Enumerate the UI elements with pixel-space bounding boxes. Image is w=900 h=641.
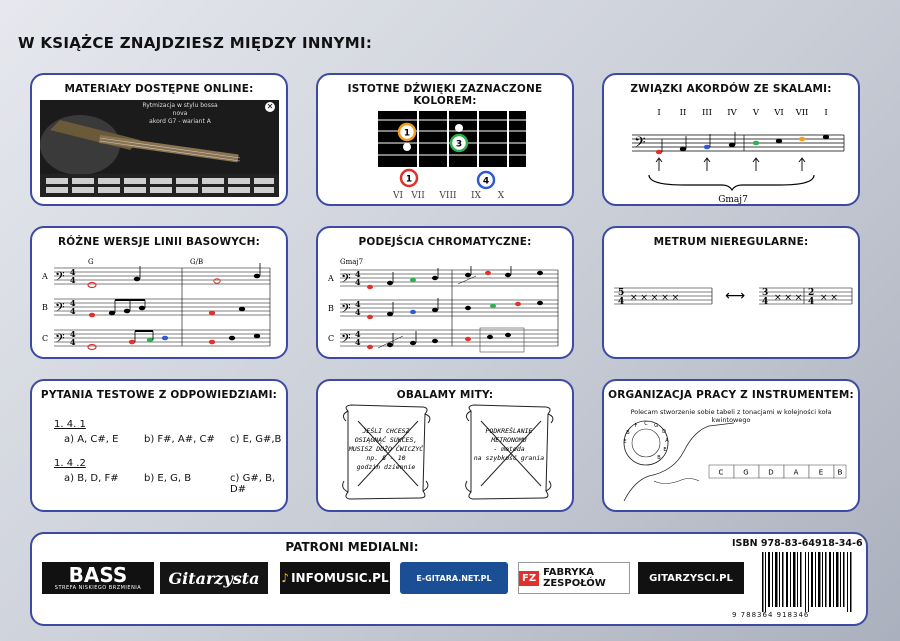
- roman-numeral: III: [701, 108, 713, 118]
- myth-text: METRONOMU: [491, 436, 527, 444]
- row-label: B: [42, 303, 48, 312]
- fret-label: IX: [471, 191, 481, 201]
- svg-text:4: 4: [70, 306, 76, 316]
- card-title: METRUM NIEREGULARNE:: [653, 236, 809, 248]
- myth-text: godzin dziennie: [356, 463, 416, 471]
- video-caption-line1: Rytmizacja w stylu bossa nova: [142, 102, 218, 117]
- card-title: PODEJŚCIA CHROMATYCZNE:: [358, 236, 532, 248]
- video-caption: [135, 102, 225, 126]
- fz-badge-icon: FZ: [519, 571, 539, 586]
- svg-text:4: 4: [70, 298, 76, 308]
- answer: c) G#, B, D#: [230, 473, 276, 495]
- fret-label: VIII: [439, 191, 457, 201]
- svg-text:B: B: [626, 430, 630, 436]
- page-heading: W KSIĄŻCE ZNAJDZIESZ MIĘDZY INNYMI:: [18, 34, 373, 52]
- svg-text:𝄢: 𝄢: [55, 331, 65, 349]
- key-cell: A: [793, 468, 799, 477]
- roman-numeral: VI: [774, 108, 784, 118]
- key-cell: D: [768, 468, 774, 477]
- card-title: PYTANIA TESTOWE Z ODPOWIEDZIAMI:: [40, 389, 278, 401]
- circle-num-1: 1: [403, 128, 411, 139]
- myth-text: PODKREŚLANIE: [485, 427, 533, 435]
- key-cell: G: [743, 468, 749, 477]
- logo-gitarzysta[interactable]: [160, 562, 268, 594]
- myth-text: JEŚLI CHCESZ: [362, 427, 410, 435]
- fret-label: VI: [392, 191, 404, 201]
- svg-text:4: 4: [355, 307, 361, 317]
- card-title: RÓŻNE WERSJE LINII BASOWYCH:: [58, 236, 260, 248]
- circle-num-3: 1: [405, 174, 413, 185]
- roman-numeral: I: [824, 108, 828, 118]
- logo-egitara-text: E-GITARA.NET.PL: [416, 573, 492, 583]
- svg-text:4: 4: [355, 269, 361, 279]
- card-meter: [602, 226, 860, 359]
- svg-text:F: F: [634, 423, 638, 429]
- svg-text:× × × × ×: × × × × ×: [630, 293, 680, 303]
- isbn-label: ISBN 978-83-64918-34-6: [732, 538, 863, 549]
- logo-bass-subtitle: STREFA NISKIEGO BRZMIENIA: [54, 585, 142, 591]
- answer: a) B, D, F#: [64, 473, 119, 484]
- fret-label: X: [497, 191, 505, 201]
- row-label: A: [328, 274, 334, 283]
- card-organization: [602, 379, 860, 512]
- logo-infomusic-text: INFOMUSIC.PL: [291, 571, 389, 585]
- logo-bass[interactable]: [42, 562, 154, 594]
- logo-gitarzysci[interactable]: [638, 562, 744, 594]
- svg-text:E: E: [623, 439, 627, 445]
- logo-bass-text: BASS: [68, 563, 128, 587]
- card-bass-versions: [30, 226, 288, 359]
- svg-text:× ×: × ×: [820, 293, 838, 303]
- svg-text:4: 4: [355, 329, 361, 339]
- myth-text: - metoda: [493, 445, 525, 453]
- card-chord-scale: [602, 73, 860, 206]
- svg-text:E: E: [663, 447, 667, 453]
- card-myths: [316, 379, 574, 512]
- barcode-number: 9 788364 918346: [732, 611, 810, 619]
- logo-gitarzysci-text: GITARZYSCI.PL: [649, 572, 733, 584]
- time-sig: 4: [808, 297, 815, 307]
- svg-text:𝄢: 𝄢: [55, 269, 65, 287]
- svg-text:B: B: [657, 455, 661, 461]
- fretboard-diagram: [318, 75, 574, 206]
- card-title: ZWIĄZKI AKORDÓW ZE SKALAMI:: [630, 83, 832, 95]
- bass-notation: [32, 228, 288, 359]
- svg-text:D: D: [662, 429, 666, 435]
- video-thumbnail[interactable]: [40, 100, 279, 197]
- card-online-materials: [30, 73, 288, 206]
- row-label: C: [328, 334, 335, 343]
- double-arrow-icon: ⟷: [724, 288, 746, 304]
- question-number: 1. 4 .2: [54, 458, 86, 469]
- time-sig: 4: [618, 297, 625, 307]
- svg-text:4: 4: [355, 337, 361, 347]
- close-icon[interactable]: ✕: [266, 102, 274, 111]
- row-label: B: [328, 304, 334, 313]
- answer: a) A, C#, E: [64, 434, 119, 445]
- card-title: MATERIAŁY DOSTĘPNE ONLINE:: [64, 83, 254, 95]
- logo-infomusic[interactable]: [280, 562, 390, 594]
- time-sig: 4: [762, 297, 769, 307]
- video-caption-line2: akord G7 - wariant A: [149, 118, 211, 125]
- chord-symbol: G: [88, 258, 94, 266]
- card-chromatic: [316, 226, 574, 359]
- svg-text:𝄢: 𝄢: [55, 300, 65, 318]
- svg-text:𝄢: 𝄢: [341, 301, 351, 319]
- organization-note: Polecam stworzenie sobie tabeli z tonacjami w kolejności koła kwintowego: [630, 408, 832, 424]
- question-number: 1. 4. 1: [54, 419, 86, 430]
- meter-notation: [604, 228, 860, 359]
- answer: b) E, G, B: [144, 473, 192, 484]
- myth-text: na szybkość grania: [473, 454, 545, 462]
- media-patrons-panel: [30, 532, 868, 626]
- svg-text:𝄢: 𝄢: [634, 134, 646, 155]
- answer: b) F#, A#, C#: [144, 434, 215, 445]
- myth-text: OSIĄGNĄĆ SUKCES,: [354, 436, 418, 444]
- key-cell: B: [837, 468, 843, 477]
- music-note-icon: ♪: [281, 571, 290, 585]
- card-colored-notes: [316, 73, 574, 206]
- svg-text:𝄢: 𝄢: [341, 331, 351, 349]
- svg-text:4: 4: [355, 299, 361, 309]
- key-cell: C: [718, 468, 724, 477]
- logo-gitarzysta-text: Gitarzysta: [168, 568, 260, 588]
- time-sig: 3: [762, 288, 769, 298]
- chord-label: Gmaj7: [718, 195, 748, 205]
- svg-text:× × ×: × × ×: [774, 293, 803, 303]
- card-questions: [30, 379, 288, 512]
- organization-drawing: [604, 381, 860, 512]
- roman-numeral: VII: [795, 108, 809, 118]
- card-title: ISTOTNE DŹWIĘKI ZAZNACZONE KOLOREM:: [347, 83, 543, 107]
- svg-text:4: 4: [70, 267, 76, 277]
- myth-scrolls: [318, 381, 574, 512]
- roman-numeral: V: [752, 108, 760, 118]
- barcode-icon: [762, 552, 852, 612]
- logo-egitara[interactable]: [400, 562, 508, 594]
- svg-text:A: A: [665, 438, 669, 444]
- chromatic-notation: [318, 228, 574, 359]
- chord-symbol: Gmaj7: [340, 258, 364, 266]
- logo-fabryka-text: FABRYKA ZESPOŁÓW: [543, 567, 606, 589]
- svg-text:4: 4: [355, 277, 361, 287]
- card-title: OBALAMY MITY:: [396, 389, 494, 401]
- svg-text:4: 4: [70, 275, 76, 285]
- fret-label: VII: [411, 191, 425, 201]
- time-sig: 2: [808, 288, 815, 298]
- myth-text: np. 8 - 10: [366, 454, 406, 462]
- chord-symbol: G/B: [190, 258, 204, 266]
- svg-text:C: C: [644, 421, 648, 427]
- circle-num-4: 4: [482, 176, 490, 187]
- answer: c) E, G#,B: [230, 434, 282, 445]
- row-label: C: [42, 334, 49, 343]
- patrons-title: PATRONI MEDIALNI:: [285, 540, 419, 554]
- circle-num-2: 3: [455, 139, 463, 150]
- roman-numeral: I: [657, 108, 661, 118]
- scale-diagram: [604, 75, 860, 206]
- svg-text:4: 4: [70, 329, 76, 339]
- roman-numeral: II: [679, 108, 687, 118]
- logo-fabryka[interactable]: [518, 562, 630, 594]
- row-label: A: [42, 272, 48, 281]
- svg-text:𝄢: 𝄢: [341, 271, 351, 289]
- svg-text:4: 4: [70, 337, 76, 347]
- time-sig: 5: [618, 288, 625, 298]
- roman-numeral: IV: [727, 108, 737, 118]
- myth-text: MUSISZ DUŻO ĆWICZYĆ: [348, 445, 424, 453]
- key-cell: E: [818, 468, 824, 477]
- card-title: ORGANIZACJA PRACY Z INSTRUMENTEM:: [608, 389, 854, 401]
- svg-text:G: G: [654, 423, 658, 429]
